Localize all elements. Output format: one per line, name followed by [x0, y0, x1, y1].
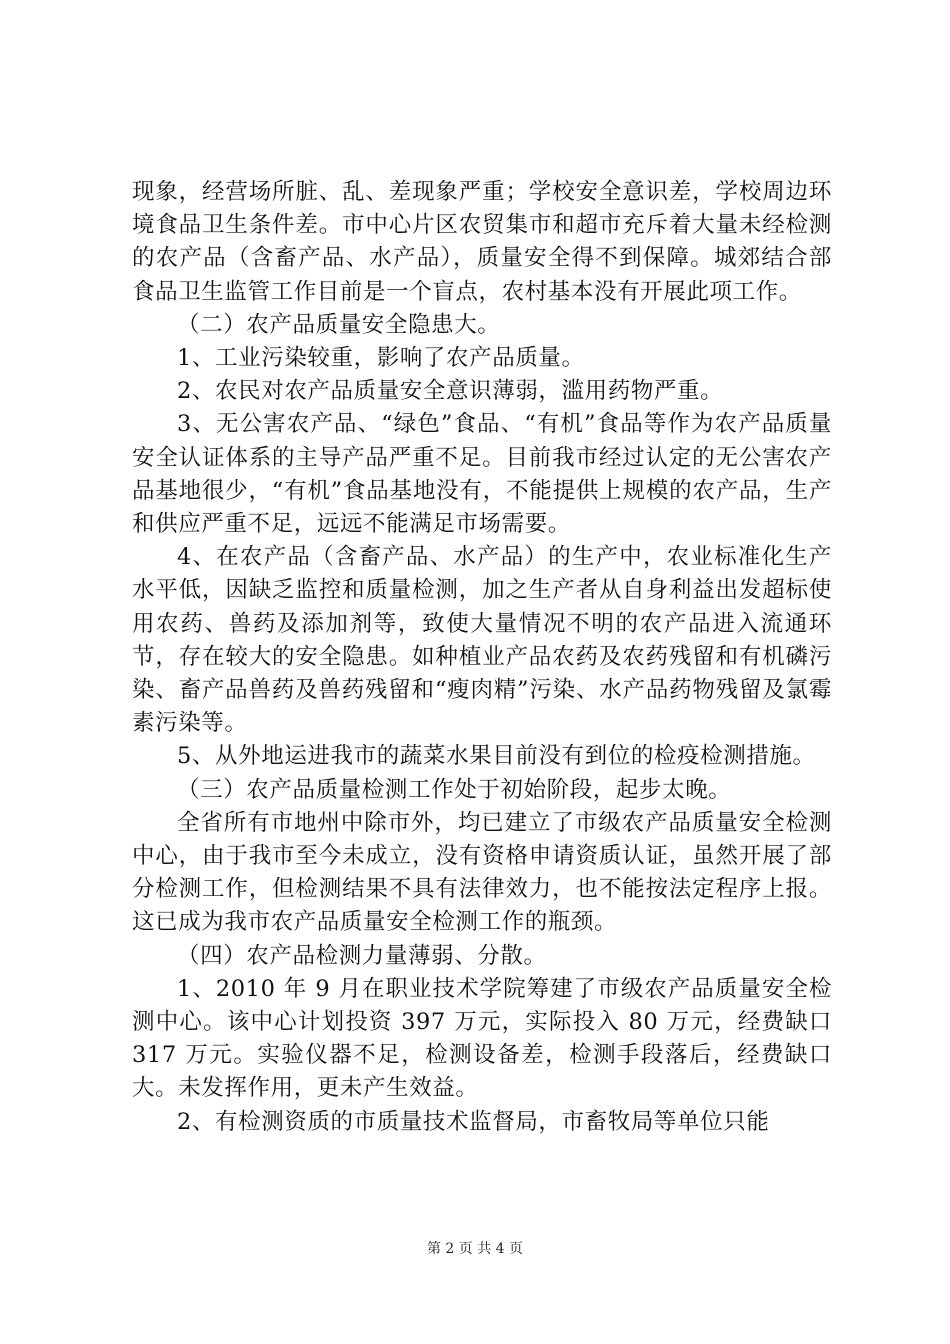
paragraph: 2、有检测资质的市质量技术监督局，市畜牧局等单位只能 [177, 1108, 770, 1135]
paragraph: 4、在农产品（含畜产品、水产品）的生产中，农业标准化生产水平低，因缺乏监控和质量检测，加之生产者从自身利益出发超标使用农药、兽药及添加剂等，致使大量情况不明的农产品进入流通环节，存在较大的安全隐患。如种植业产品农药及农药残留和有机磷污染、畜产品兽药及兽药残留和“瘦肉精”污染、水产品药物残留及氯霉素污染等。 [132, 544, 832, 737]
paragraph: 5、从外地运进我市的蔬菜水果目前没有到位的检疫检测措施。 [177, 743, 816, 770]
section-heading: （四）农产品检测力量薄弱、分散。 [177, 942, 547, 969]
paragraph: 3、无公害农产品、“绿色”食品、“有机”食品等作为农产品质量安全认证体系的主导产品严重不足。目前我市经过认定的无公害农产品基地很少，“有机”食品基地没有，不能提供上规模的农产品，生产和供应严重不足，远远不能满足市场需要。 [132, 411, 832, 538]
page-number-label: 第 2 页 共 4 页 [426, 1241, 524, 1257]
page-footer [0, 1238, 950, 1258]
section-heading: （三）农产品质量检测工作处于初始阶段，起步太晚。 [177, 776, 732, 803]
section-heading: （二）农产品质量安全隐患大。 [177, 311, 501, 338]
paragraph: 现象，经营场所脏、乱、差现象严重；学校安全意识差，学校周边环境食品卫生条件差。市中心片区农贸集市和超市充斥着大量未经检测的农产品（含畜产品、水产品），质量安全得不到保障。城郊结合部食品卫生监管工作目前是一个盲点，农村基本没有开展此项工作。 [132, 179, 832, 305]
document-body [132, 176, 832, 1139]
paragraph: 2、农民对农产品质量安全意识薄弱，滥用药物严重。 [177, 378, 724, 405]
paragraph: 1、2010 年 9 月在职业技术学院筹建了市级农产品质量安全检测中心。该中心计划投资 397 万元，实际投入 80 万元，经费缺口 317 万元。实验仪器不足，检测设备差，检测手段落后，经费缺口大。未发挥作用，更未产生效益。 [132, 975, 832, 1102]
paragraph: 全省所有市地州中除市外，均已建立了市级农产品质量安全检测中心，由于我市至今未成立，没有资格申请资质认证，虽然开展了部分检测工作，但检测结果不具有法律效力，也不能按法定程序上报。这已成为我市农产品质量安全检测工作的瓶颈。 [132, 809, 832, 936]
paragraph: 1、工业污染较重，影响了农产品质量。 [177, 345, 585, 372]
